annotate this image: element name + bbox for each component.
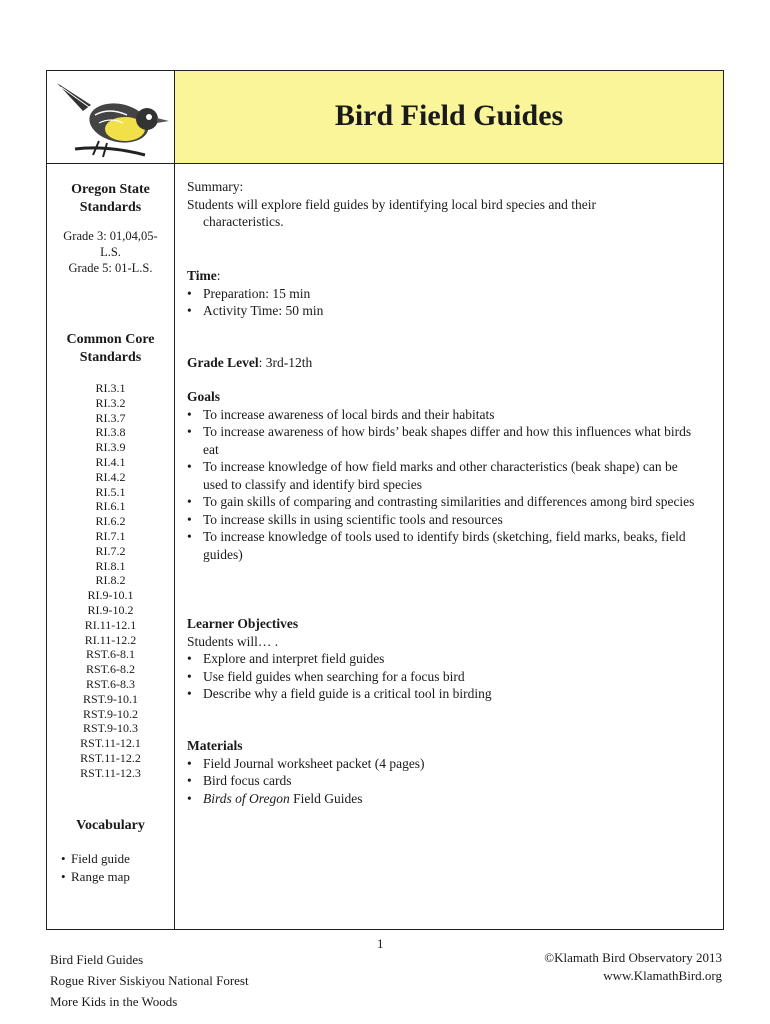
material-item: • Field Journal worksheet packet (4 pages) bbox=[187, 755, 699, 773]
summary-section bbox=[187, 178, 699, 231]
main-content bbox=[175, 164, 723, 929]
standard-item: RI.7.1 bbox=[95, 528, 126, 543]
footer-title: Bird Field Guides bbox=[50, 952, 144, 967]
goal-item: • To increase awareness of how birds’ beak shapes differ and how this influences what birds eat bbox=[187, 423, 699, 458]
objectives-intro: Students will… . bbox=[187, 633, 279, 649]
standard-item: RI.8.2 bbox=[95, 573, 126, 588]
vocabulary-list bbox=[61, 850, 174, 886]
grade3-line2: L.S. bbox=[100, 245, 121, 259]
time-item: • Activity Time: 50 min bbox=[187, 302, 699, 320]
objective-item: • Use field guides when searching for a focus bird bbox=[187, 668, 699, 686]
standard-item: RI.9-10.2 bbox=[87, 602, 134, 617]
standard-item: RI.3.9 bbox=[95, 440, 126, 455]
materials-section bbox=[187, 737, 699, 807]
footer-left bbox=[50, 949, 249, 1012]
common-core-heading-2: Standards bbox=[79, 350, 142, 365]
standard-item: RI.4.1 bbox=[95, 454, 126, 469]
standard-item: RI.7.2 bbox=[95, 543, 126, 558]
lesson-frame bbox=[46, 70, 724, 930]
standard-item: RST.6-8.2 bbox=[85, 662, 136, 677]
standard-item: RST.9-10.1 bbox=[82, 691, 139, 706]
standard-item: RST.11-12.3 bbox=[80, 765, 141, 780]
bird-logo bbox=[47, 71, 175, 164]
standard-item: RI.6.2 bbox=[95, 514, 126, 529]
objectives-heading: Learner Objectives bbox=[187, 616, 299, 631]
standard-item: RI.11-12.1 bbox=[84, 617, 137, 632]
grade3-line1: Grade 3: 01,04,05- bbox=[63, 229, 158, 243]
objectives-section bbox=[187, 615, 699, 703]
standard-item: RST.11-12.1 bbox=[80, 736, 141, 751]
bird-icon bbox=[47, 71, 173, 162]
standard-item: RI.8.1 bbox=[95, 558, 126, 573]
summary-heading: Summary: bbox=[187, 179, 244, 194]
time-list bbox=[187, 285, 699, 320]
footer-right bbox=[544, 949, 722, 985]
standard-item: RI.3.1 bbox=[95, 381, 126, 395]
goal-item: • To gain skills of comparing and contrasting similarities and differences among bird species bbox=[187, 493, 699, 511]
grade-level bbox=[187, 354, 699, 372]
standard-item: RST.9-10.2 bbox=[82, 706, 139, 721]
standard-item: RST.9-10.3 bbox=[82, 721, 139, 736]
grade-level-label: Grade Level bbox=[187, 355, 259, 370]
standard-item: RST.11-12.2 bbox=[80, 750, 141, 765]
standard-item: RI.11-12.2 bbox=[84, 632, 137, 647]
objectives-list bbox=[187, 650, 699, 703]
standard-item: RI.5.1 bbox=[95, 484, 126, 499]
page-number: 1 bbox=[377, 936, 384, 951]
common-core-list bbox=[47, 381, 174, 781]
objective-item: • Describe why a field guide is a critical tool in birding bbox=[187, 685, 699, 703]
time-item: • Preparation: 15 min bbox=[187, 285, 699, 303]
footer-forest: Rogue River Siskiyou National Forest bbox=[50, 973, 249, 988]
standard-item: RI.4.2 bbox=[95, 469, 126, 484]
summary-line2: characteristics. bbox=[203, 214, 284, 229]
standard-item: RST.6-8.3 bbox=[85, 676, 136, 691]
goal-item: • To increase skills in using scientific tools and resources bbox=[187, 511, 699, 529]
standard-item: RI.3.8 bbox=[95, 425, 126, 440]
footer-copyright: ©Klamath Bird Observatory 2013 bbox=[544, 950, 722, 965]
vocab-item: • Field guide bbox=[61, 850, 174, 868]
standard-item: RI.9-10.1 bbox=[87, 588, 134, 603]
sidebar bbox=[47, 164, 175, 929]
goals-section bbox=[187, 388, 699, 563]
goal-item: • To increase knowledge of tools used to identify birds (sketching, field marks, beaks, field guides) bbox=[187, 528, 699, 563]
oregon-standards-heading-2: Standards bbox=[79, 200, 142, 215]
title-banner bbox=[175, 71, 723, 164]
goals-list bbox=[187, 406, 699, 564]
grade-level-value: : 3rd-12th bbox=[258, 355, 313, 370]
summary-line1: Students will explore field guides by identifying local bird species and their bbox=[187, 196, 597, 212]
material-item: • Birds of Oregon Field Guides bbox=[187, 790, 699, 808]
common-core-heading-1: Common Core bbox=[66, 332, 155, 347]
oregon-standards-heading-1: Oregon State bbox=[71, 182, 150, 197]
materials-list bbox=[187, 755, 699, 808]
grade5-standards: Grade 5: 01-L.S. bbox=[68, 261, 153, 275]
standard-item: RST.6-8.1 bbox=[85, 647, 136, 662]
standard-item: RI.6.1 bbox=[95, 499, 126, 514]
standard-item: RI.3.7 bbox=[95, 410, 126, 425]
goal-item: • To increase awareness of local birds and their habitats bbox=[187, 406, 699, 424]
page-title: Bird Field Guides bbox=[334, 99, 564, 132]
objective-item: • Explore and interpret field guides bbox=[187, 650, 699, 668]
footer-website[interactable]: www.KlamathBird.org bbox=[603, 968, 722, 983]
time-heading: Time: bbox=[187, 268, 221, 283]
vocab-item: • Range map bbox=[61, 868, 174, 886]
standard-item: RI.3.2 bbox=[95, 395, 126, 410]
vocabulary-heading: Vocabulary bbox=[76, 818, 145, 833]
goals-heading: Goals bbox=[187, 389, 221, 404]
goal-item: • To increase knowledge of how field marks and other characteristics (beak shape) can be used to classify and identify bird species bbox=[187, 458, 699, 493]
footer-program: More Kids in the Woods bbox=[50, 994, 178, 1009]
materials-heading: Materials bbox=[187, 738, 243, 753]
material-item: • Bird focus cards bbox=[187, 772, 699, 790]
time-section bbox=[187, 267, 699, 320]
